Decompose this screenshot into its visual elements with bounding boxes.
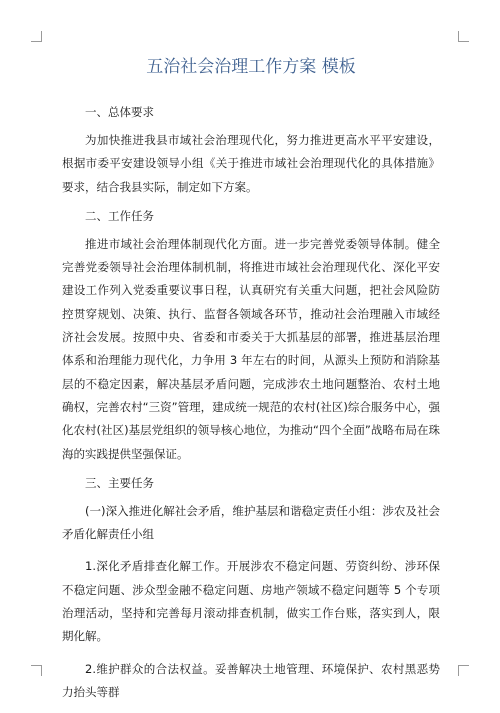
section-heading: 三、主要任务 [85, 475, 154, 490]
section-work-tasks [62, 208, 440, 466]
section-general-requirements [62, 104, 440, 199]
page-corner-mark-top-left [31, 31, 42, 42]
paragraph: (一)深入推进化解社会矛盾，维护基层和谐稳定责任小组：涉农及社会矛盾化解责任小组 [62, 503, 440, 542]
paragraph: 为加快推进我县市域社会治理现代化，努力推进更高水平平安建设，根据市委平安建设领导小组《关于推进市域社会治理现代化的具体措施》要求，结合我县实际，制定如下方案。 [62, 133, 440, 194]
page-corner-mark-top-right [458, 31, 469, 42]
page-corner-mark-bottom-left [31, 665, 42, 676]
document-title: 五治社会治理工作方案 模板 [146, 57, 356, 77]
section-heading: 一、总体要求 [85, 105, 154, 119]
section-heading: 二、工作任务 [85, 208, 154, 223]
document-page [62, 56, 440, 713]
paragraph: 1.深化矛盾排查化解工作。开展涉农不稳定问题、劳资纠纷、涉环保不稳定问题、涉众型金融不稳定问题、房地产领域不稳定问题等 5 个专项治理活动，坚持和完善每月滚动排查机制，做实工作台账，落实到人，限期化解。 [62, 559, 440, 644]
page-corner-mark-bottom-right [458, 665, 469, 676]
section-main-tasks [62, 475, 440, 704]
paragraph: 推进市域社会治理体制现代化方面。进一步完善党委领导体制。健全完善党委领导社会治理体制机制，将推进市域社会治理现代化、深化平安建设工作列入党委重要议事日程，认真研究有关重大问题，把社会风险防控贯穿规划、决策、执行、监督各领域各环节，推动社会治理融入市域经济社会发展。按照中央、省委和市委关于大抓基层的部署，推进基层治理体系和治理能力现代化，力争用 3 年左右的时间，从源头上预防和消除基层的不稳定因素，解决基层矛盾问题，完成涉农土地问题整治、农村土地确权，完善农村“三资”管理，建成统一规范的农村(社区)综合服务中心，强化农村(社区)基层党组织的领导核心地位，为推动“四个全面”战略布局在珠海的实践提供坚强保证。 [62, 236, 440, 461]
paragraph: 2.维护群众的合法权益。妥善解决土地管理、环境保护、农村黑恶势力抬头等群 [62, 661, 440, 699]
